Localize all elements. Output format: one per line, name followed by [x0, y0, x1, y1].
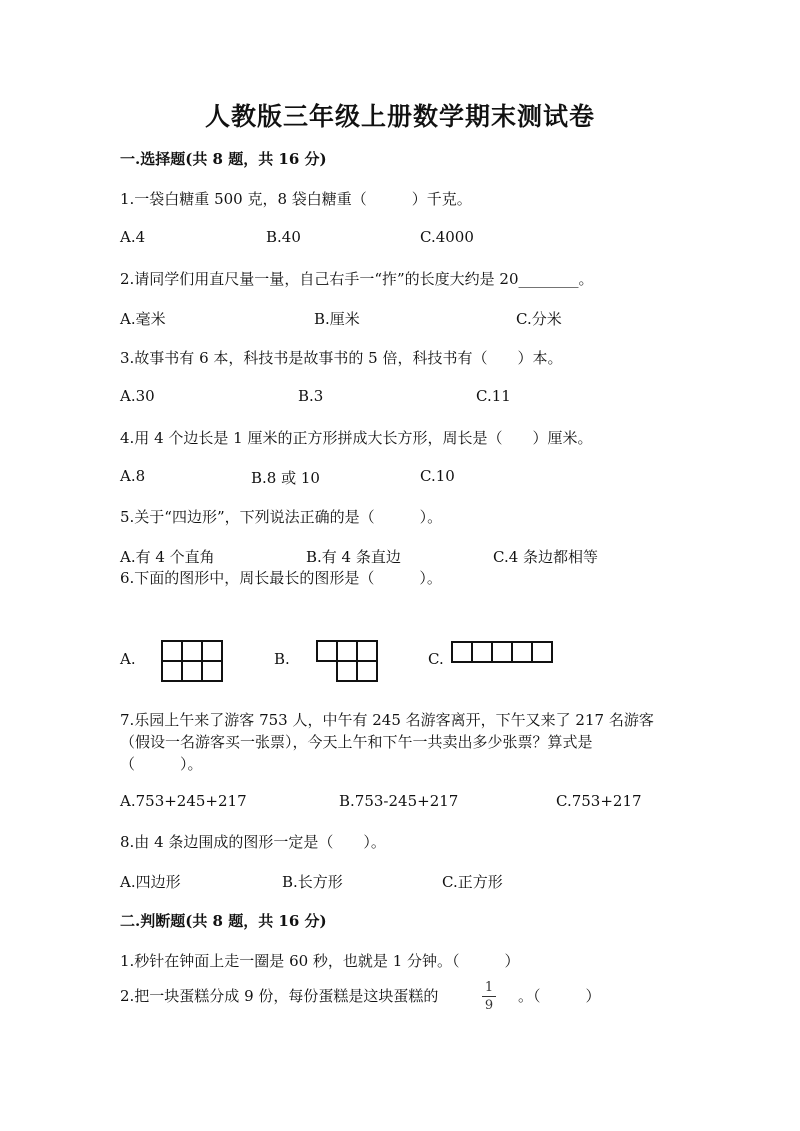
question-5: 5.关于“四边形”，下列说法正确的是（ ）。 — [120, 508, 443, 526]
q3-option-b[interactable]: B.3 — [298, 387, 324, 405]
judgement-question-1: 1.秒针在钟面上走一圈是 60 秒，也就是 1 分钟。（ ） — [120, 952, 520, 970]
q2-option-b[interactable]: B.厘米 — [314, 310, 360, 328]
section-heading-choice: 一.选择题(共 8 题，共 16 分) — [120, 150, 327, 168]
q4-option-c[interactable]: C.10 — [420, 467, 455, 485]
question-1: 1.一袋白糖重 500 克，8 袋白糖重（ ）千克。 — [120, 190, 472, 208]
q8-option-a[interactable]: A.四边形 — [120, 873, 181, 891]
q8-option-b[interactable]: B.长方形 — [282, 873, 343, 891]
fraction-denominator: 9 — [484, 998, 494, 1013]
q1-option-b[interactable]: B.40 — [266, 228, 301, 246]
q7-option-c[interactable]: C.753+217 — [556, 792, 642, 810]
question-6: 6.下面的图形中，周长最长的图形是（ ）。 — [120, 569, 442, 587]
q8-option-c[interactable]: C.正方形 — [442, 873, 503, 891]
q2-option-a[interactable]: A.毫米 — [120, 310, 166, 328]
question-3: 3.故事书有 6 本，科技书是故事书的 5 倍，科技书有（ ）本。 — [120, 349, 563, 367]
judgement-question-2-tail: 。（ ） — [518, 987, 601, 1005]
q2-option-c[interactable]: C.分米 — [516, 310, 562, 328]
question-8: 8.由 4 条边围成的图形一定是（ ）。 — [120, 833, 386, 851]
figure-c-row — [451, 641, 553, 663]
q6-option-a[interactable]: A. — [120, 650, 136, 668]
figure-b-shape — [316, 640, 380, 682]
q3-option-a[interactable]: A.30 — [120, 387, 155, 405]
question-7-line-1: 7.乐园上午来了游客 753 人，中午有 245 名游客离开，下午又来了 217 名游客 — [120, 711, 654, 729]
question-4: 4.用 4 个边长是 1 厘米的正方形拼成大长方形，周长是（ ）厘米。 — [120, 429, 593, 447]
page-title: 人教版三年级上册数学期末测试卷 — [204, 102, 595, 131]
q6-option-c[interactable]: C. — [428, 650, 444, 668]
q1-option-c[interactable]: C.4000 — [420, 228, 474, 246]
q1-option-a[interactable]: A.4 — [120, 228, 146, 246]
q5-option-c[interactable]: C.4 条边都相等 — [493, 548, 599, 566]
question-7-line-3: （ ）。 — [120, 755, 203, 773]
judgement-question-2-text: 2.把一块蛋糕分成 9 份，每份蛋糕是这块蛋糕的 — [120, 987, 439, 1005]
section-heading-judgement: 二.判断题(共 8 题，共 16 分) — [120, 912, 327, 930]
figure-a-grid — [161, 640, 223, 682]
q5-option-a[interactable]: A.有 4 个直角 — [120, 548, 215, 566]
question-7-line-2: （假设一名游客买一张票），今天上午和下午一共卖出多少张票？算式是 — [120, 733, 593, 751]
q3-option-c[interactable]: C.11 — [476, 387, 511, 405]
q5-option-b[interactable]: B.有 4 条直边 — [306, 548, 401, 566]
fraction-numerator: 1 — [484, 980, 494, 995]
q7-option-a[interactable]: A.753+245+217 — [120, 792, 247, 810]
q4-option-b[interactable]: B.8 或 10 — [251, 469, 320, 487]
q6-option-b[interactable]: B. — [274, 650, 290, 668]
question-2: 2.请同学们用直尺量一量，自己右手一“拃”的长度大约是 20________。 — [120, 270, 594, 288]
q4-option-a[interactable]: A.8 — [120, 467, 146, 485]
fraction-bar — [482, 996, 496, 997]
fraction-one-ninth — [482, 980, 496, 1013]
q7-option-b[interactable]: B.753-245+217 — [339, 792, 459, 810]
